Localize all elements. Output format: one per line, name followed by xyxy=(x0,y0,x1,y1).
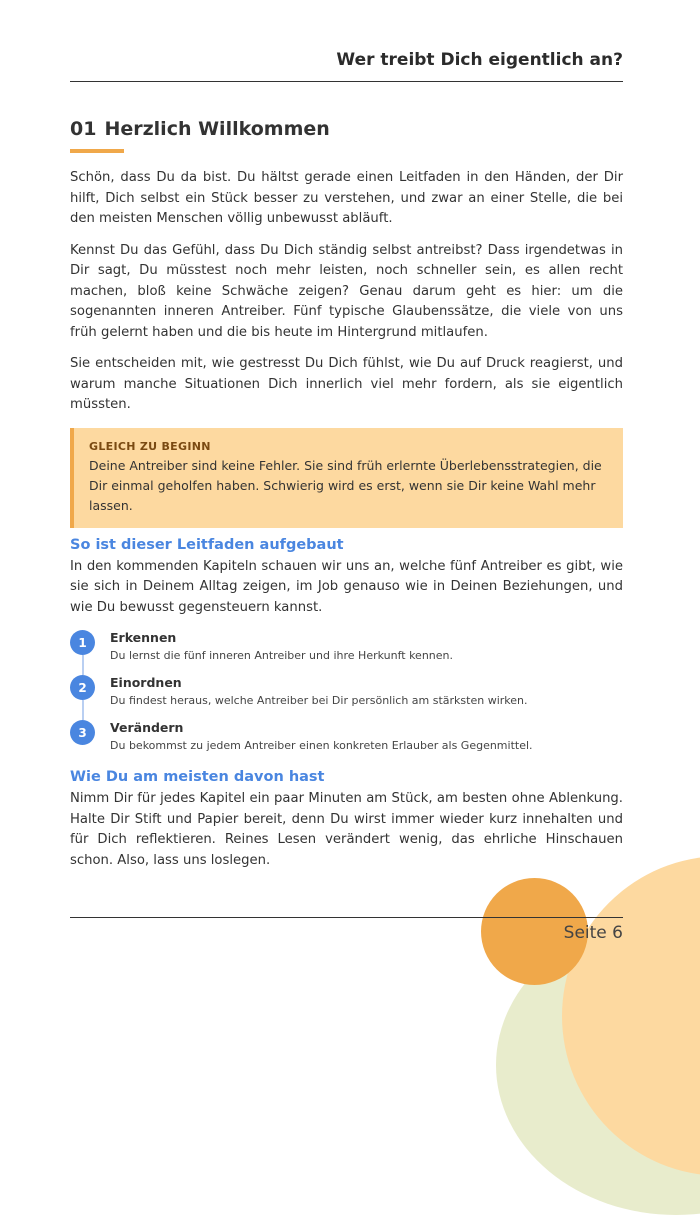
chapter-number: 01 xyxy=(70,118,97,140)
step-number-badge: 3 xyxy=(70,720,95,745)
step-number-badge: 2 xyxy=(70,675,95,700)
chapter-title-underline xyxy=(70,149,124,153)
intro-paragraph-1: Schön, dass Du da bist. Du hältst gerade einen Leitfaden in den Händen, der Dir hilft, Dich selbst ein Stück besser zu verstehen, und zwar an einer Stelle, die bei den meisten Menschen völlig unbewusst abläuft. xyxy=(70,170,623,226)
step-item xyxy=(70,720,623,765)
steps-list xyxy=(70,630,623,765)
callout-label: GLEICH ZU BEGINN xyxy=(89,439,211,453)
header-divider xyxy=(70,81,623,82)
step-item xyxy=(70,675,623,720)
callout-box xyxy=(70,428,623,528)
step-description: Du bekommst zu jedem Antreiber einen konkreten Erlauber als Gegenmittel. xyxy=(110,739,533,752)
footer-divider xyxy=(70,917,623,918)
intro-paragraph-3: Sie entscheiden mit, wie gestresst Du Dich fühlst, wie Du auf Druck reagierst, und warum manche Situationen Dich innerlich viel mehr fordern, als sie eigentlich müssten. xyxy=(70,356,623,412)
step-title: Verändern xyxy=(110,720,184,735)
step-title: Erkennen xyxy=(110,630,177,645)
usage-paragraph: Nimm Dir für jedes Kapitel ein paar Minuten am Stück, am besten ohne Ablenkung. Halte Dir Stift und Papier bereit, denn Du wirst immer wieder kurz innehalten und für Dich reflektieren. Reines Lesen verändert wenig, das ehrliche Hinschauen schon. Also, lass uns loslegen. xyxy=(70,791,623,868)
usage-heading: Wie Du am meisten davon hast xyxy=(70,769,325,785)
main-content xyxy=(70,168,623,882)
page-number: Seite 6 xyxy=(563,923,623,943)
step-connector xyxy=(82,655,84,675)
step-number-badge: 1 xyxy=(70,630,95,655)
chapter-title-text: Herzlich Willkommen xyxy=(104,118,330,140)
chapter-title xyxy=(70,118,330,140)
step-connector xyxy=(82,700,84,720)
step-description: Du lernst die fünf inneren Antreiber und ihre Herkunft kennen. xyxy=(110,649,454,662)
structure-paragraph: In den kommenden Kapiteln schauen wir uns an, welche fünf Antreiber es gibt, wie sie sich in Deinem Alltag zeigen, im Job genauso wie in Deinen Beziehungen, und wie Du bewusst gegensteuern kannst. xyxy=(70,558,623,615)
running-header: Wer treibt Dich eigentlich an? xyxy=(336,50,623,70)
step-title: Einordnen xyxy=(110,675,182,690)
step-description: Du findest heraus, welche Antreiber bei Dir persönlich am stärksten wirken. xyxy=(110,694,528,707)
callout-text: Deine Antreiber sind keine Fehler. Sie sind früh erlernte Überlebensstrategien, die Dir einmal geholfen haben. Schwierig wird es erst, wenn sie Dir keine Wahl mehr lassen. xyxy=(89,457,602,513)
intro-paragraph-2: Kennst Du das Gefühl, dass Du Dich ständig selbst antreibst? Dass irgendetwas in Dir sagt, Du müsstest noch mehr leisten, noch schneller sein, es allen recht machen, bloß keine Schwäche zeigen? Genau darum geht es hier: um die sogenannten inneren Antreiber. Fünf typische Glaubenssätze, die viele von uns früh gelernt haben und die bis heute im Hintergrund mitlaufen. xyxy=(70,242,623,340)
step-item xyxy=(70,630,623,675)
structure-heading: So ist dieser Leitfaden aufgebaut xyxy=(70,536,344,553)
